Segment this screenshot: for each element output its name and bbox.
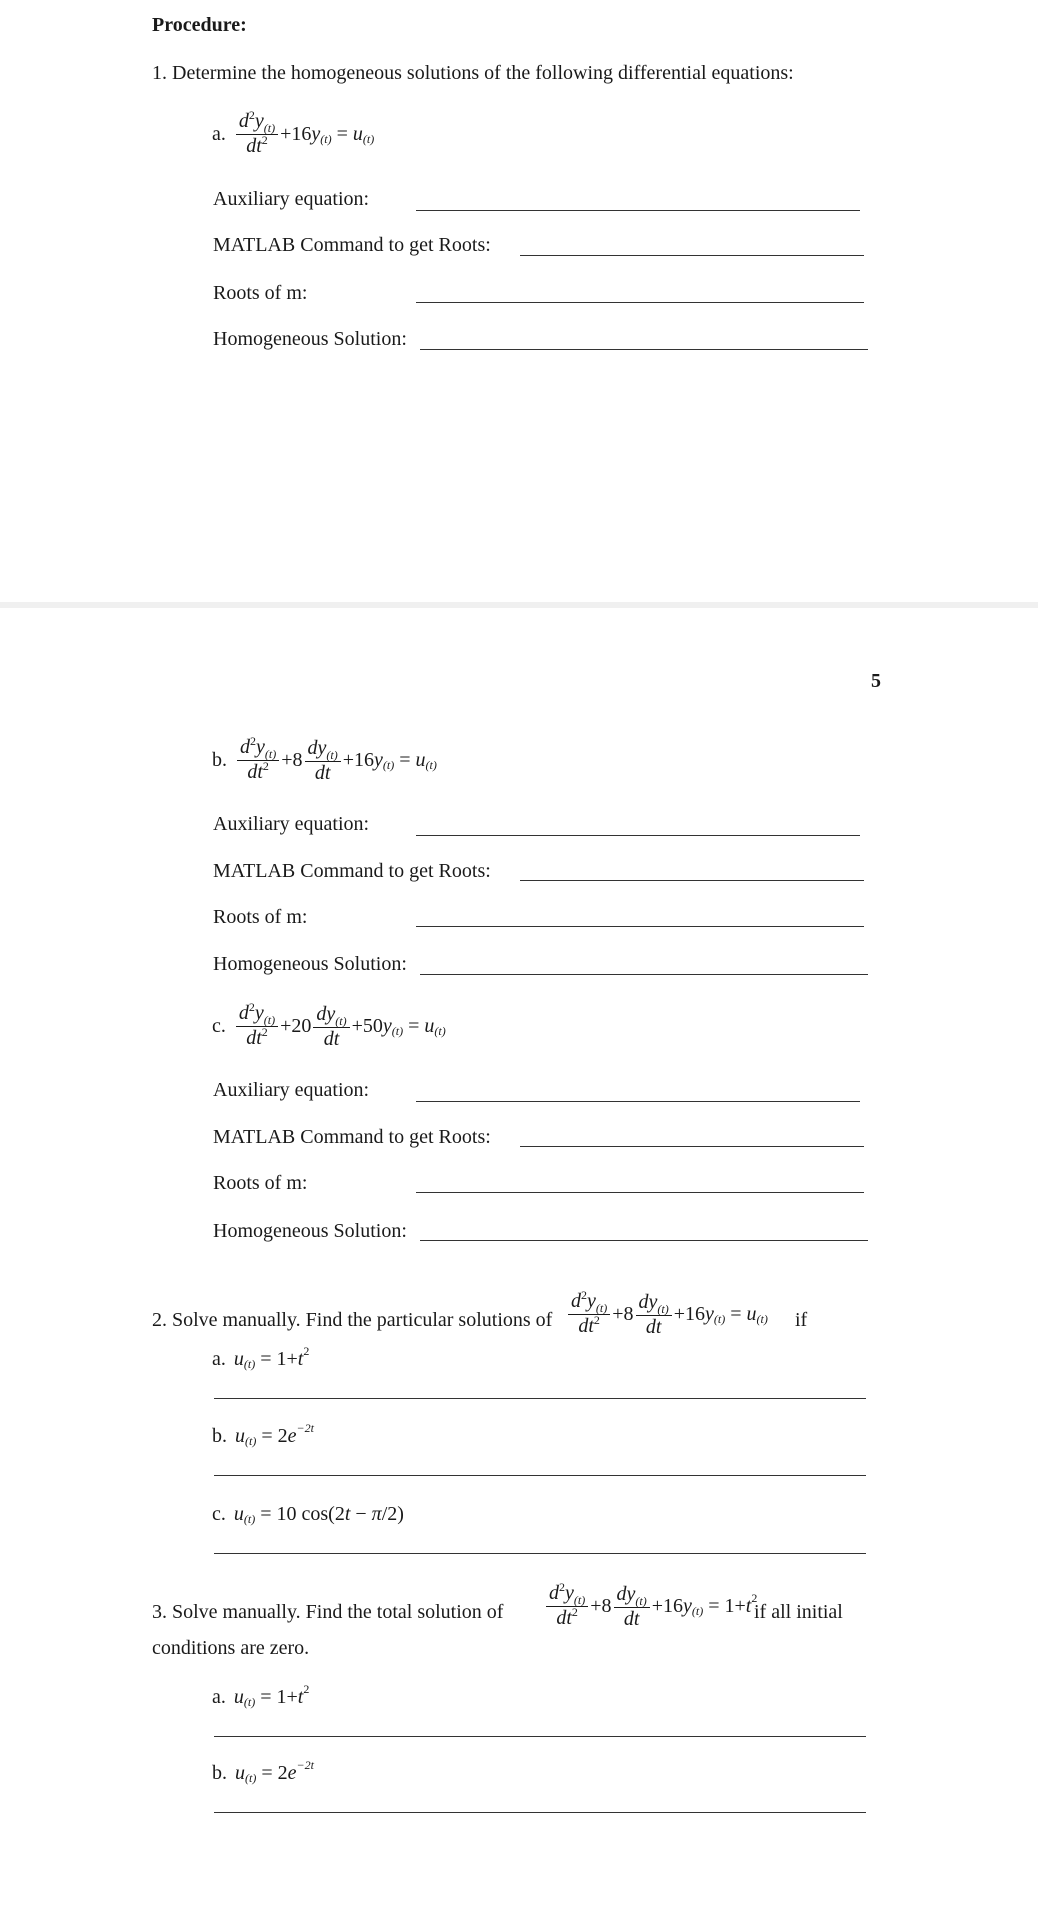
q2c-input: c. u (t) = 10 cos(2 t − π /2) bbox=[212, 1503, 404, 1526]
q3-continuation: conditions are zero. bbox=[152, 1637, 310, 1659]
q2b-answer-line[interactable] bbox=[214, 1475, 866, 1476]
q3a-answer-line[interactable] bbox=[214, 1736, 866, 1737]
q2-prompt: 2. Solve manually. Find the particular solutions of bbox=[152, 1309, 553, 1331]
q1a-matlab-answer-line[interactable] bbox=[520, 255, 864, 256]
q1b-auxiliary-answer-line[interactable] bbox=[416, 835, 860, 836]
q1a-auxiliary-label: Auxiliary equation: bbox=[213, 188, 370, 210]
q1a-auxiliary-answer-line[interactable] bbox=[416, 210, 860, 211]
q1a-homogeneous-label: Homogeneous Solution: bbox=[213, 328, 407, 350]
q1c-roots-answer-line[interactable] bbox=[416, 1192, 864, 1193]
q2a-input: a. u (t) = 1+ t 2 bbox=[212, 1344, 310, 1371]
q2b-input: b. u (t) = 2 e −2t bbox=[212, 1421, 314, 1448]
q1a-equation: a. $\frac{d^2y_{(t)}}{dt^2}$ +16 y (t) = u (t) bbox=[212, 108, 375, 157]
q2c-answer-line[interactable] bbox=[214, 1553, 866, 1554]
q1c-equation: c. $\frac{d^2y_{(t)}}{dt^2}$ +20 $\frac{dy_{(t)}}{dt}$ +50 y (t) = u (t) bbox=[212, 1000, 446, 1050]
q1b-matlab-label: MATLAB Command to get Roots: bbox=[213, 860, 491, 882]
q1b-auxiliary-label: Auxiliary equation: bbox=[213, 813, 370, 835]
q3b-answer-line[interactable] bbox=[214, 1812, 866, 1813]
q1b-roots-answer-line[interactable] bbox=[416, 926, 864, 927]
q1b-equation: b. $\frac{d^2y_{(t)}}{dt^2}$ +8 $\frac{dy_{(t)}}{dt}$ +16 y (t) = u (t) bbox=[212, 734, 437, 784]
q3-prompt: 3. Solve manually. Find the total solution of bbox=[152, 1601, 504, 1623]
q1-prompt: 1. Determine the homogeneous solutions of the following differential equations: bbox=[152, 62, 794, 84]
q3b-label: b. bbox=[212, 1762, 227, 1784]
q1c-auxiliary-answer-line[interactable] bbox=[416, 1101, 860, 1102]
q1c-matlab-label: MATLAB Command to get Roots: bbox=[213, 1126, 491, 1148]
q2-equation: $\frac{d^2y_{(t)}}{dt^2}$ +8 $\frac{dy_{(t)}}{dt}$ +16 y (t) = u (t) bbox=[566, 1290, 768, 1339]
q2b-label: b. bbox=[212, 1425, 227, 1447]
q2-suffix: if bbox=[795, 1309, 808, 1331]
q1a-roots-label: Roots of m: bbox=[213, 282, 308, 304]
q1c-auxiliary-label: Auxiliary equation: bbox=[213, 1079, 370, 1101]
q1a-label: a. bbox=[212, 123, 226, 145]
page-break bbox=[0, 602, 1038, 608]
q1c-homogeneous-label: Homogeneous Solution: bbox=[213, 1220, 407, 1242]
q1b-homogeneous-label: Homogeneous Solution: bbox=[213, 953, 407, 975]
q2a-answer-line[interactable] bbox=[214, 1398, 866, 1399]
q3-suffix: if all initial bbox=[754, 1601, 843, 1623]
q1a-homogeneous-answer-line[interactable] bbox=[420, 349, 868, 350]
q1b-homogeneous-answer-line[interactable] bbox=[420, 974, 868, 975]
page-heading: Procedure: bbox=[152, 14, 247, 36]
q3-equation: $\frac{d^2y_{(t)}}{dt^2}$ +8 $\frac{dy_{(t)}}{dt}$ +16 y (t) = 1+ t 2 bbox=[544, 1582, 757, 1631]
q1b-matlab-answer-line[interactable] bbox=[520, 880, 864, 881]
q3a-label: a. bbox=[212, 1686, 226, 1708]
q1c-label: c. bbox=[212, 1015, 226, 1037]
q3a-input: a. u (t) = 1+ t 2 bbox=[212, 1682, 310, 1709]
q1b-roots-label: Roots of m: bbox=[213, 906, 308, 928]
q1c-matlab-answer-line[interactable] bbox=[520, 1146, 864, 1147]
page-number: 5 bbox=[871, 670, 881, 692]
q3b-input: b. u (t) = 2 e −2t bbox=[212, 1758, 314, 1785]
q1c-roots-label: Roots of m: bbox=[213, 1172, 308, 1194]
q1a-roots-answer-line[interactable] bbox=[416, 302, 864, 303]
q1b-label: b. bbox=[212, 749, 227, 771]
q2a-label: a. bbox=[212, 1348, 226, 1370]
q1a-matlab-label: MATLAB Command to get Roots: bbox=[213, 234, 491, 256]
q1c-homogeneous-answer-line[interactable] bbox=[420, 1240, 868, 1241]
q2c-label: c. bbox=[212, 1503, 226, 1525]
